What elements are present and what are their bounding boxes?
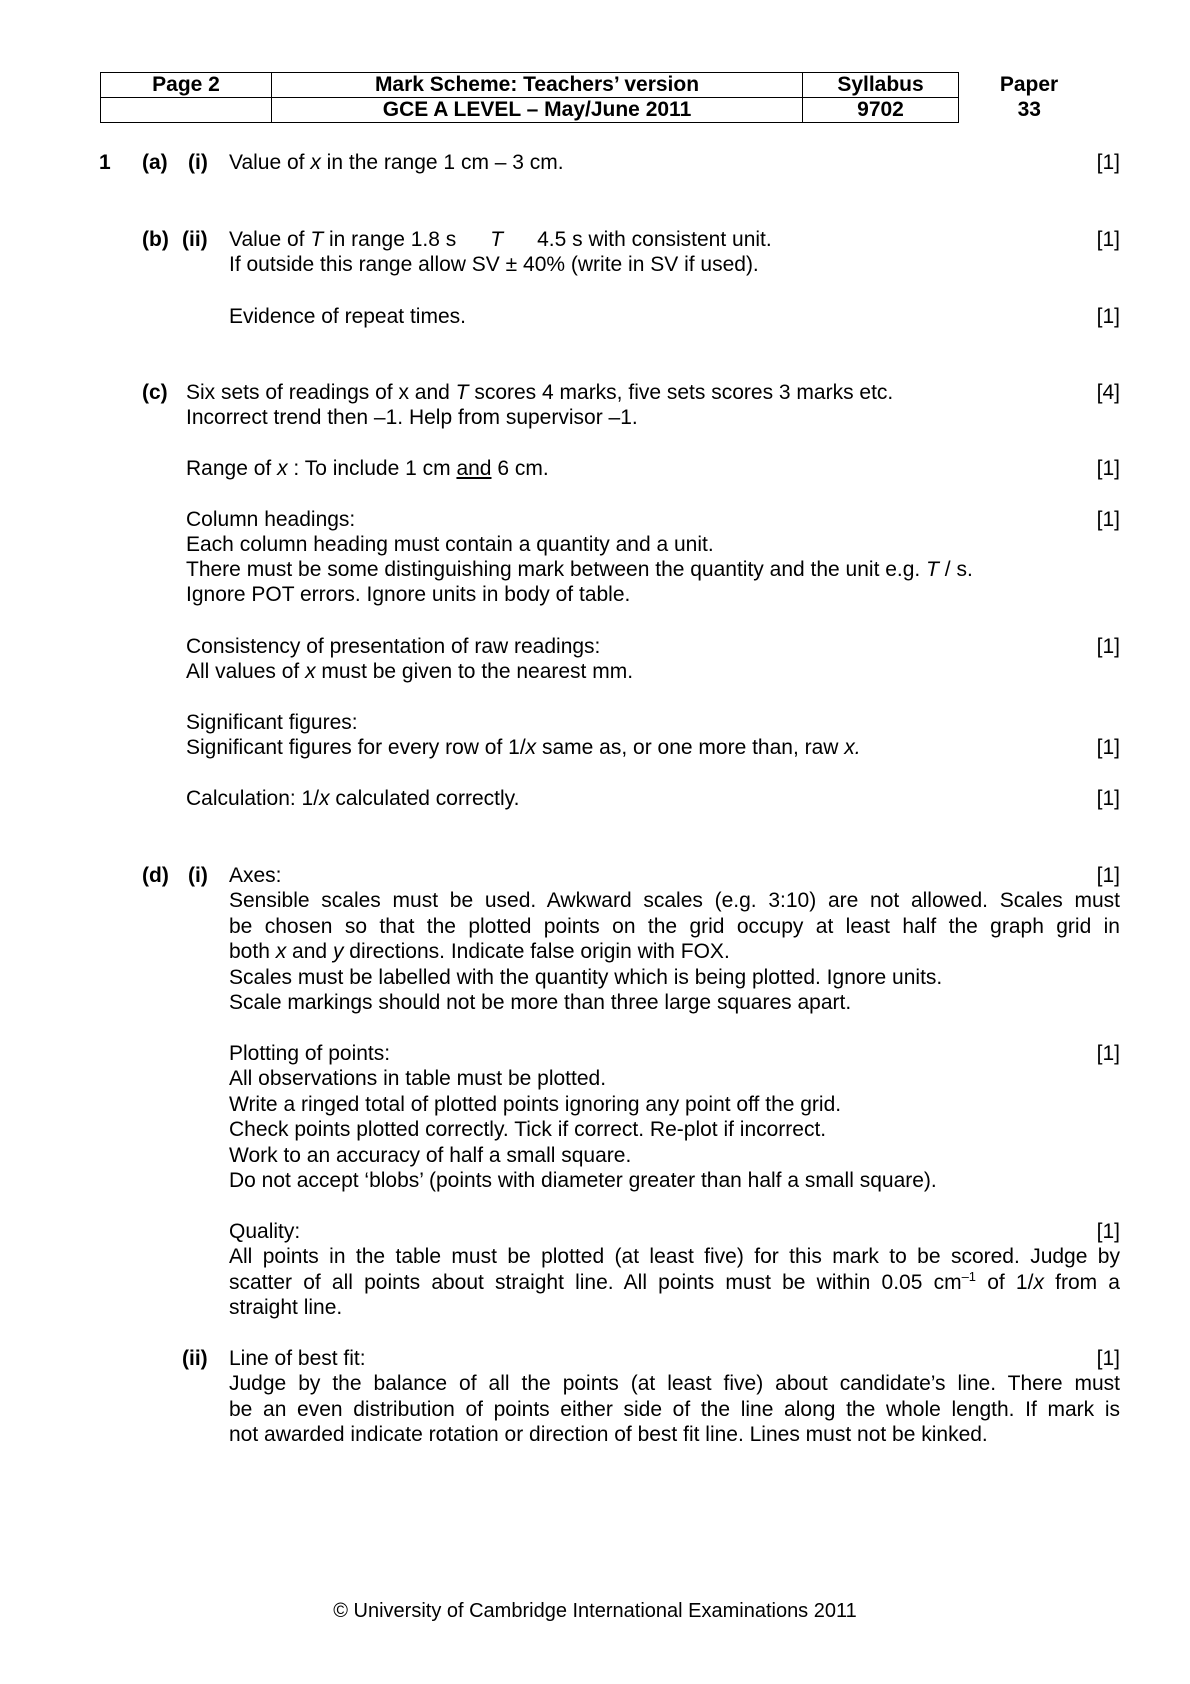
exam-title: GCE A LEVEL – May/June 2011	[272, 98, 803, 123]
paper-number: 33	[1017, 98, 1041, 121]
best-fit-line2: be an even distribution of points either side of the line along the whole length. If mark is	[229, 1397, 1120, 1421]
part-b-ii-label: (ii)	[182, 228, 208, 251]
axes-line5: Scale markings should not be more than three large squares apart.	[229, 991, 852, 1014]
paper-label: Paper	[999, 73, 1059, 96]
consistency-title: Consistency of presentation of raw readings:	[186, 635, 601, 658]
header-table	[100, 72, 1100, 123]
plotting-line2: Write a ringed total of plotted points ignoring any point off the grid.	[229, 1092, 842, 1116]
mark-range: [1]	[1096, 457, 1120, 480]
mark-consistency: [1]	[1096, 635, 1120, 658]
quality-line2: scatter of all points about straight line. All points must be within 0.05 $cm^{-1}$ of 1/x from a	[229, 1268, 1120, 1294]
header-row-1	[101, 73, 1100, 98]
column-headings-line3: Ignore POT errors. Ignore units in body of table.	[186, 583, 631, 606]
mark-repeat: [1]	[1096, 305, 1120, 328]
mark-calculation: [1]	[1096, 787, 1120, 810]
mark-plotting: [1]	[1096, 1042, 1120, 1065]
axes-line4: Scales must be labelled with the quantity which is being plotted. Ignore units.	[229, 965, 943, 989]
mark-sig-figs: [1]	[1096, 736, 1120, 759]
plotting-title: Plotting of points:	[229, 1042, 391, 1065]
mark-column-headings: [1]	[1096, 508, 1120, 531]
part-d-ii-label: (ii)	[182, 1347, 208, 1370]
range-text: Range of x : To include 1 cm and 6 cm.	[186, 457, 549, 480]
syllabus-code: 9702	[803, 98, 959, 123]
best-fit-line1: Judge by the balance of all the points (at least five) about candidate’s line. There must	[229, 1372, 1120, 1395]
page-number: Page 2	[101, 73, 272, 98]
quality-line1: All points in the table must be plotted (at least five) for this mark to be scored. Judge by	[229, 1245, 1120, 1268]
question-number: 1	[99, 151, 111, 174]
best-fit-paragraph	[229, 1371, 1120, 1448]
readings-line2: Incorrect trend then –1. Help from supervisor –1.	[186, 406, 638, 429]
mark-readings: [4]	[1096, 381, 1120, 404]
document-title: Mark Scheme: Teachers’ version	[272, 73, 803, 98]
part-b-label: (b)	[142, 228, 169, 251]
plotting-line5: Do not accept ‘blobs’ (points with diameter greater than half a small square).	[229, 1169, 937, 1192]
column-headings-line1: Each column heading must contain a quantity and a unit.	[186, 533, 714, 556]
mark-b-ii: [1]	[1096, 228, 1120, 251]
part-b-ii-line1: Value of T in range 1.8 s T 4.5 s with consistent unit.	[229, 228, 772, 251]
syllabus-label: Syllabus	[803, 73, 959, 98]
mark-best-fit: [1]	[1096, 1347, 1120, 1370]
copyright-footer: © University of Cambridge International Examinations 2011	[333, 1600, 857, 1622]
plotting-line1: All observations in table must be plotted.	[229, 1067, 607, 1090]
sig-figs-title: Significant figures:	[186, 711, 358, 734]
part-c-label: (c)	[142, 381, 168, 404]
plotting-line4: Work to an accuracy of half a small square.	[229, 1143, 632, 1167]
axes-paragraph	[229, 888, 1120, 1016]
best-fit-line3: not awarded indicate rotation or direction of best fit line. Lines must not be kinked.	[229, 1423, 988, 1446]
consistency-line1: All values of x must be given to the nearest mm.	[186, 660, 634, 683]
part-d-label: (d)	[142, 864, 169, 887]
part-b-ii-line2: If outside this range allow SV ± 40% (write in SV if used).	[229, 253, 759, 276]
mark-a-i: [1]	[1096, 151, 1120, 174]
readings-line1: Six sets of readings of x and T scores 4 marks, five sets scores 3 marks etc.	[186, 381, 894, 404]
column-headings-title: Column headings:	[186, 508, 356, 531]
repeat-times-text: Evidence of repeat times.	[229, 305, 466, 328]
axes-line3: both x and y directions. Indicate false origin with FOX.	[229, 940, 730, 963]
mark-axes: [1]	[1096, 864, 1120, 887]
sig-figs-line1: Significant figures for every row of 1/x same as, or one more than, raw x.	[186, 736, 861, 759]
axes-title: Axes:	[229, 864, 282, 887]
plotting-paragraph	[229, 1066, 937, 1194]
quality-paragraph	[229, 1244, 1120, 1321]
part-a-label: (a)	[142, 151, 168, 174]
mark-quality: [1]	[1096, 1220, 1120, 1243]
quality-title: Quality:	[229, 1220, 301, 1243]
best-fit-title: Line of best fit:	[229, 1347, 366, 1370]
header-empty-cell	[101, 98, 272, 123]
header-row-2	[101, 98, 1100, 123]
column-headings-line2: There must be some distinguishing mark between the quantity and the unit e.g. T / s.	[186, 558, 973, 581]
axes-line2: be chosen so that the plotted points on the grid occupy at least half the graph grid in	[229, 914, 1120, 938]
quality-line3: straight line.	[229, 1296, 343, 1319]
plotting-line3: Check points plotted correctly. Tick if correct. Re-plot if incorrect.	[229, 1118, 827, 1141]
part-a-i-label: (i)	[188, 151, 208, 174]
calculation-text: Calculation: 1/x calculated correctly.	[186, 787, 520, 810]
part-d-i-label: (i)	[188, 864, 208, 887]
part-a-i-text: Value of x in the range 1 cm – 3 cm.	[229, 151, 564, 174]
axes-line1: Sensible scales must be used. Awkward scales (e.g. 3:10) are not allowed. Scales must	[229, 889, 1120, 912]
